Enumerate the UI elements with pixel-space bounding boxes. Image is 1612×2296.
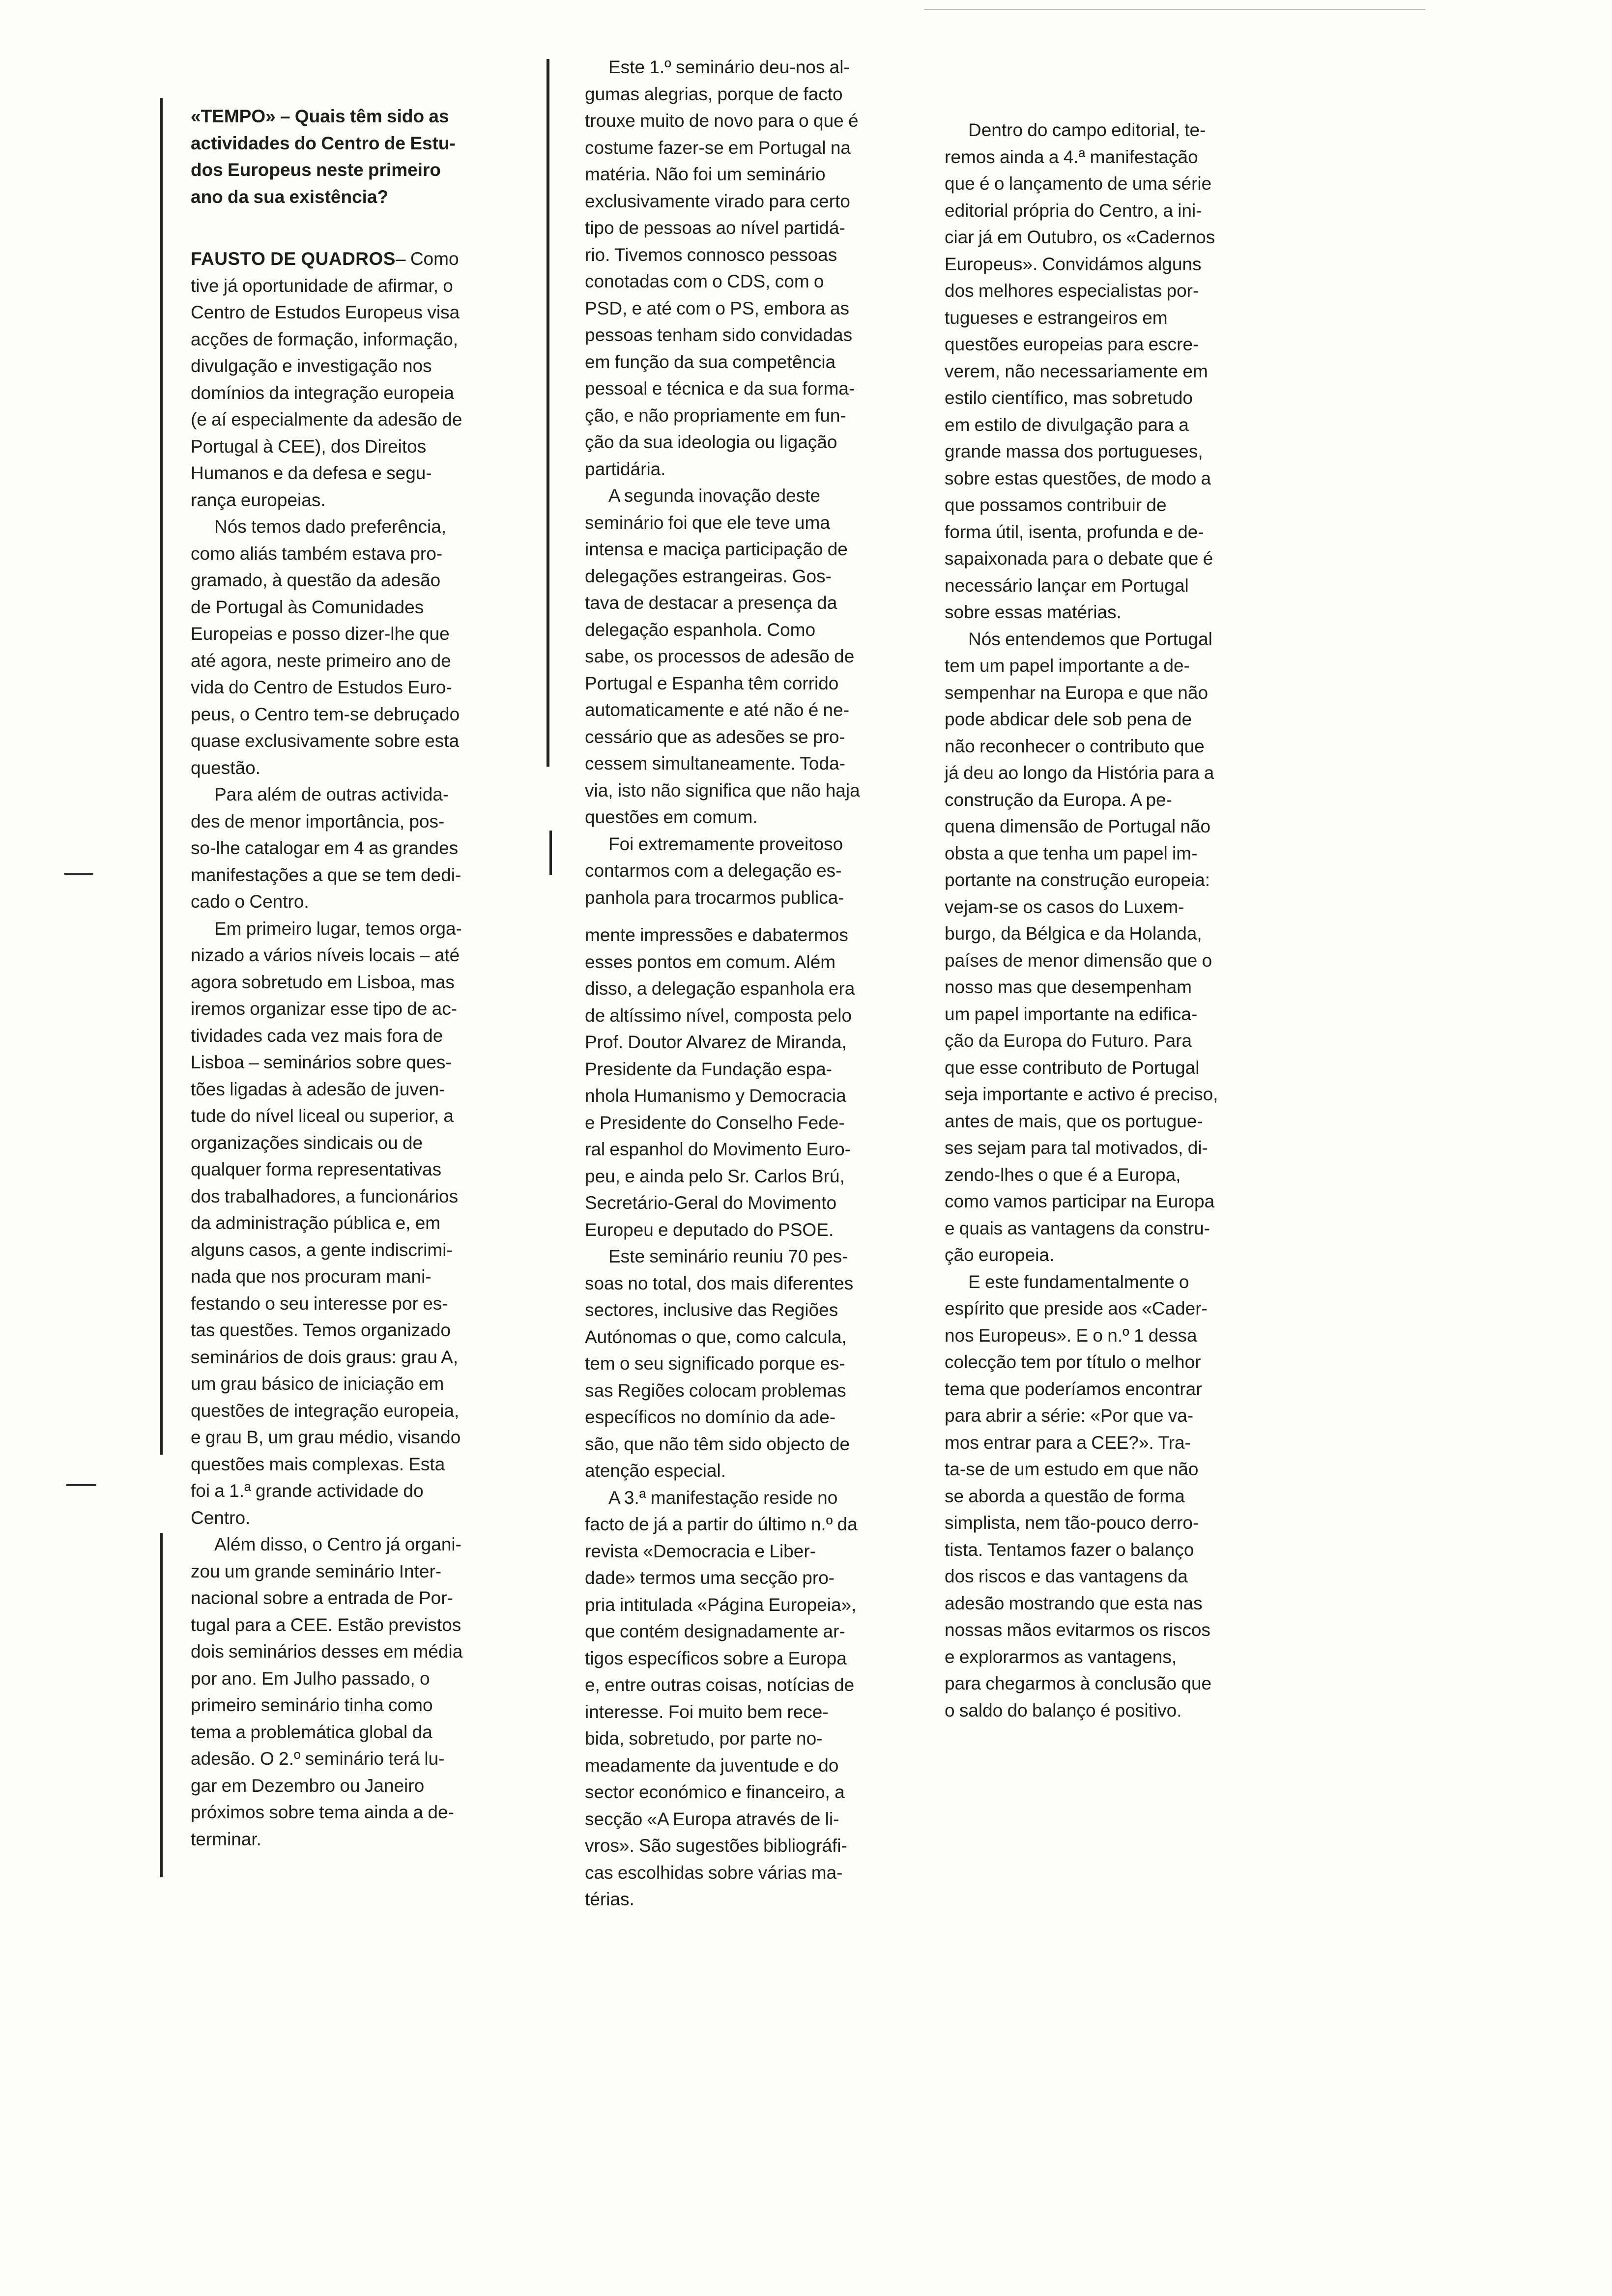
interview-question: «TEMPO» – Quais têm sido as actividades do Centro de Estu- dos Europeus neste primeiro ano da sua existência? <box>191 106 456 207</box>
paragraph-four-manifestations: Para além de outras activida- des de menor importância, pos- so-lhe catalogar em 4 as grandes manifestações a que se tem dedi- cado o Centro. <box>191 784 461 912</box>
scan-edge-line <box>924 9 1425 10</box>
paragraph-fourth-manifestation: Dentro do campo editorial, te- remos ainda a 4.ª manifestação que é o lançamento de uma série editorial própria do Centro, a ini- ciar já em Outubro, os «Cadernos Europeus». Convidámos alguns dos melhores especialistas por- tugueses e estrangeiros em questões europeias para escre- verem, não necessariamente em estilo científico, mas sobretudo em estilo de divulgação para a grande massa dos portugueses, sobre estas questões, de modo a que possamos contribuir de forma útil, isenta, profunda e de- sapaixonada para o debate que é necessário lançar em Portugal sobre essas matérias. <box>945 120 1215 622</box>
paragraph-preference: Nós temos dado preferência, como aliás também estava pro- gramado, à questão da adesão de Portugal às Comunidades Europeias e posso dizer-lhe que até agora, neste primeiro ano de vida do Centro de Estudos Euro- peus, o Centro tem-se debruçado quase exclusivamente sobre esta questão. <box>191 517 460 778</box>
column-rule-middle-short <box>549 831 552 875</box>
paragraph-spanish-delegation: Foi extremamente proveitoso contarmos com a delegação es- panhola para trocarmos publica- <box>585 833 844 908</box>
column-rule-left <box>160 98 163 1455</box>
answer-paragraph-1-text: – Como tive já oportunidade de afirmar, o Centro de Estudos Europeus visa acções de formação, informação, divulgação e investigação nos domínios da integração europeia (e aí especialmente da adesão de Portugal à CEE), dos Direitos Humanos e da defesa e segu- rança europeias. <box>191 249 462 510</box>
paragraph-international-seminar: Além disso, o Centro já organi- zou um grande seminário Inter- nacional sobre a entrada de Por- tugal para a CEE. Estão previstos dois seminários desses em média por ano. Em Julho passado, o primeiro seminário tinha como tema a problemática global da adesão. O 2.º seminário terá lu- gar em Dezembro ou Janeiro próximos sobre tema ainda a de- terminar. <box>191 1534 463 1849</box>
column-3 <box>945 117 1282 1724</box>
column-rule-middle <box>547 59 549 767</box>
column-rule-left-lower <box>160 1533 163 1877</box>
binder-hole-mark-upper <box>64 873 93 875</box>
paragraph-third-manifestation: A 3.ª manifestação reside no facto de já a partir do último n.º da revista «Democracia e Liber- dade» termos uma secção pro- pria intitulada «Página Europeia», que contém designadamente ar- tigos específicos sobre a Europa e, entre outras coisas, notícias de interesse. Foi muito bem rece- bida, sobretudo, por parte no- meadamente da juventude e do sector económico e financeiro, a secção «A Europa através de li- vros». São sugestões bibliográfi- cas escolhidas sobre várias ma- térias. <box>585 1487 858 1909</box>
paragraph-spanish-delegation-continued: mente impressões e dabatermos esses pontos em comum. Além disso, a delegação espanhola era de altíssimo nível, composta pelo Prof. Doutor Alvarez de Miranda, Presidente da Fundação espa- nhola Humanismo y Democracia e Presidente do Conselho Fede- ral espanhol do Movimento Euro- peu, e ainda pelo Sr. Carlos Brú, Secretário-Geral do Movimento Europeu e deputado do PSOE. <box>585 925 855 1240</box>
binder-hole-mark-lower <box>66 1484 96 1486</box>
paragraph-cadernos-europeus: E este fundamentalmente o espírito que preside aos «Cader- nos Europeus». E o n.º 1 dessa colecção tem por título o melhor tema que poderíamos encontrar para abrir a série: «Por que va- mos entrar para a CEE?». Tra- ta-se de um estudo em que não se aborda a questão de forma simplista, nem tão-pouco derro- tista. Tentamos fazer o balanço dos riscos e das vantagens da adesão mostrando que esta nas nossas mãos evitarmos os riscos e explorarmos as vantagens, para chegarmos à conclusão que o saldo do balanço é positivo. <box>945 1271 1212 1721</box>
column-1 <box>191 103 525 1853</box>
column-2 <box>585 54 918 1913</box>
paragraph-portugal-role: Nós entendemos que Portugal tem um papel importante a de- sempenhar na Europa e que não pode abdicar dele sob pena de não reconhecer o contributo que já deu ao longo da História para a construção da Europa. A pe- quena dimensão de Portugal não obsta a que tenha um papel im- portante na construção europeia: vejam-se os casos do Luxem- burgo, da Bélgica e da Holanda, países de menor dimensão que o nosso mas que desempenham um papel importante na edifica- ção da Europa do Futuro. Para que esse contributo de Portugal seja importante e activo é preciso, antes de mais, que os portugue- ses sejam para tal motivados, di- zendo-lhes o que é a Europa, como vamos participar na Europa e quais as vantagens da constru- ção europeia. <box>945 629 1218 1265</box>
paragraph-seminar-attendance: Este seminário reuniu 70 pes- soas no total, dos mais diferentes sectores, inclusive das Regiões Autónomas o que, como calcula, tem o seu significado porque es- sas Regiões colocam problemas específicos no domínio da ade- são, que não têm sido objecto de atenção especial. <box>585 1246 854 1481</box>
answer-paragraph-1 <box>191 246 525 514</box>
paragraph-second-innovation: A segunda inovação deste seminário foi que ele teve uma intensa e maciça participação de delegações estrangeiras. Gos- tava de destacar a presença da delegação espanhola. Como sabe, os processos de adesão de Portugal e Espanha têm corrido automaticamente e até não é ne- cessário que as adesões se pro- cessem simultaneamente. Toda- via, isto não significa que não haja questões em comum. <box>585 486 860 827</box>
paragraph-first-seminar: Este 1.º seminário deu-nos al- gumas alegrias, porque de facto trouxe muito de novo para o que é costume fazer-se em Portugal na matéria. Não foi um seminário exclusivamente virado para certo tipo de pessoas ao nível partidá- rio. Tivemos connosco pessoas conotadas com o CDS, com o PSD, e até com o PS, embora as pessoas tenham sido convidadas em função da sua competência pessoal e técnica e da sua forma- ção, e não propriamente em fun- ção da sua ideologia ou ligação partidária. <box>585 57 859 479</box>
speaker-name: FAUSTO DE QUADROS <box>191 249 396 269</box>
paragraph-first-manifestation: Em primeiro lugar, temos orga- nizado a vários níveis locais – até agora sobretudo em Lisboa, mas iremos organizar esse tipo de ac- tividades cada vez mais fora de Lisboa – seminários sobre ques- tões ligadas à adesão de juven- tude do nível liceal ou superior, a organizações sindicais ou de qualquer forma representativas dos trabalhadores, a funcionários da administração pública e, em alguns casos, a gente indiscrimi- nada que nos procuram mani- festando o seu interesse por es- tas questões. Temos organizado seminários de dois graus: grau A, um grau básico de iniciação em questões de integração europeia, e grau B, um grau médio, visando questões mais complexas. Esta foi a 1.ª grande actividade do Centro. <box>191 918 462 1528</box>
